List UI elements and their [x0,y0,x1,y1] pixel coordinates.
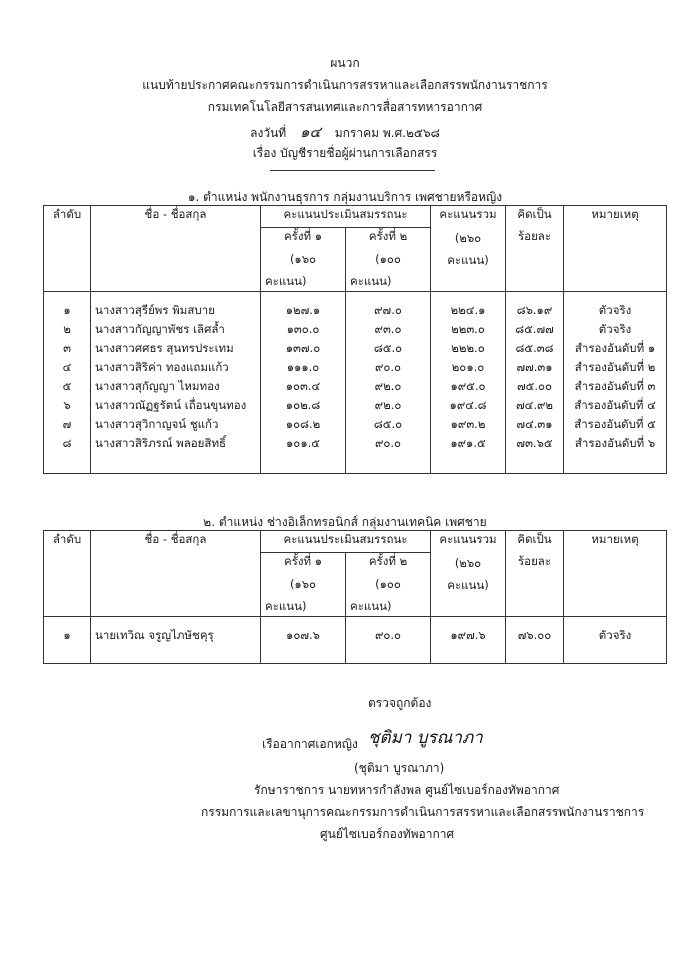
cell-total: ๒๒๓.๐ [431,321,506,340]
date-day: ๑๔ [300,123,321,141]
signer-name: (ชุติมา บูรณาภา) [354,761,445,775]
cell-remark: ตัวจริง [564,617,667,664]
cell-round1: ๑๐๓.๔ [261,378,346,397]
col-total-header [431,206,506,292]
header-annex: ผนวก [330,56,360,70]
cell-percent: ๘๖.๑๙ [506,292,564,321]
cell-name: นายเทวิณ จรูญไภษัชคุรุ [91,617,261,664]
cell-remark: ตัวจริง [564,292,667,321]
cell-round2: ๙๒.๐ [346,397,431,416]
round2-max: (๑๐๐ [375,577,401,591]
cell-remark: สำรองอันดับที่ ๑ [564,340,667,359]
table-row [44,617,667,664]
round1-label: ครั้งที่ ๑ [283,554,323,568]
cell-total: ๒๒๒.๐ [431,340,506,359]
cell-order: ๔ [44,359,91,378]
col-round2-header [346,553,431,617]
cell-round2: ๘๕.๐ [346,340,431,359]
round1-unit: คะแนน) [265,599,307,613]
col-eval-header: คะแนนประเมินสมรรถนะ [261,206,431,228]
cell-name: นางสาวกัญญาพัชร เลิศล้ำ [91,321,261,340]
col-name-header: ชื่อ - ชื่อสกุล [91,531,261,617]
percent-label-1: คิดเป็น [517,532,552,546]
total-label: คะแนนรวม [439,207,497,221]
cell-remark: สำรองอันดับที่ ๖ [564,435,667,474]
cell-name: นางสาวสุรีย์พร พิมสบาย [91,292,261,321]
col-name-header: ชื่อ - ชื่อสกุล [91,206,261,292]
signer-rank: เรืออากาศเอกหญิง [262,737,358,751]
percent-label-2: ร้อยละ [517,229,552,243]
cell-round1: ๑๐๘.๒ [261,416,346,435]
col-round1-header [261,228,346,292]
cell-order: ๒ [44,321,91,340]
round2-unit: คะแนน) [350,599,392,613]
header-attachment-line: แนบท้ายประกาศคณะกรรมการดำเนินการสรรหาและเลือกสรรพนักงานราชการ [142,78,548,92]
cell-percent: ๗๕.๐๐ [506,378,564,397]
total-unit: คะแนน) [447,578,489,592]
date-prefix: ลงวันที่ [250,126,287,140]
section1-table [43,205,667,474]
signer-position-2: กรรมการและเลขานุการคณะกรรมการดำเนินการสรรหาและเลือกสรรพนักงานราชการ [201,805,645,819]
cell-order: ๖ [44,397,91,416]
signer-position-1: รักษาราชการ นายทหารกำลังพล ศูนย์ไซเบอร์กองทัพอากาศ [254,783,560,797]
cell-round2: ๘๕.๐ [346,416,431,435]
cell-order: ๕ [44,378,91,397]
cell-percent: ๗๔.๓๑ [506,416,564,435]
cell-round1: ๑๐๗.๖ [261,617,346,664]
cell-order: ๗ [44,416,91,435]
round1-max: (๑๖๐ [289,577,317,591]
percent-label-1: คิดเป็น [517,207,552,221]
round1-unit: คะแนน) [265,274,307,288]
col-percent-header [506,206,564,292]
cell-percent: ๘๕.๗๗ [506,321,564,340]
header-subject: เรื่อง บัญชีรายชื่อผู้ผ่านการเลือกสรร [252,146,438,160]
cell-name: นางสาวณัฏฐรัตน์ เถื่อนขุนทอง [91,397,261,416]
cell-percent: ๗๗.๓๑ [506,359,564,378]
col-remark-header: หมายเหตุ [564,206,667,292]
table-row [44,292,667,321]
col-total-header [431,531,506,617]
table-row [44,359,667,378]
cell-total: ๒๒๔.๑ [431,292,506,321]
verified-label: ตรวจถูกต้อง [368,696,432,710]
col-order-header: ลำดับ [44,206,91,292]
section2-table [43,530,667,664]
cell-total: ๑๙๔.๘ [431,397,506,416]
round2-label: ครั้งที่ ๒ [368,554,408,568]
round2-unit: คะแนน) [350,274,392,288]
table-row [44,397,667,416]
header-department: กรมเทคโนโลยีสารสนเทศและการสื่อสารทหารอากาศ [207,100,483,114]
cell-remark: ตัวจริง [564,321,667,340]
date-rest: มกราคม พ.ศ.๒๕๖๘ [334,126,440,140]
table-row [44,416,667,435]
cell-round2: ๙๐.๐ [346,435,431,474]
cell-round1: ๑๒๗.๑ [261,292,346,321]
cell-round1: ๑๐๑.๕ [261,435,346,474]
cell-round1: ๑๓๐.๐ [261,321,346,340]
cell-remark: สำรองอันดับที่ ๔ [564,397,667,416]
cell-percent: ๗๖.๐๐ [506,617,564,664]
cell-name: นางสาวสิริภรณ์ พลอยสิทธิ์ [91,435,261,474]
cell-round2: ๙๐.๐ [346,359,431,378]
round1-max: (๑๖๐ [289,252,317,266]
total-unit: คะแนน) [447,253,489,267]
section1-rows [44,292,667,474]
cell-round1: ๑๐๒.๘ [261,397,346,416]
round1-label: ครั้งที่ ๑ [283,229,323,243]
signer-position-3: ศูนย์ไซเบอร์กองทัพอากาศ [320,827,455,841]
col-percent-header [506,531,564,617]
table-row [44,340,667,359]
header-separator [270,170,435,171]
round2-max: (๑๐๐ [375,252,401,266]
cell-percent: ๗๔.๙๒ [506,397,564,416]
col-round1-header [261,553,346,617]
cell-order: ๓ [44,340,91,359]
header-date [0,120,690,144]
cell-remark: สำรองอันดับที่ ๕ [564,416,667,435]
cell-round1: ๑๓๗.๐ [261,340,346,359]
total-max: (๒๖๐ [454,231,482,245]
round2-label: ครั้งที่ ๒ [368,229,408,243]
section2-rows [44,617,667,664]
col-order-header: ลำดับ [44,531,91,617]
cell-total: ๑๙๑.๕ [431,435,506,474]
cell-total: ๒๐๑.๐ [431,359,506,378]
cell-remark: สำรองอันดับที่ ๓ [564,378,667,397]
handwritten-signature: ชุติมา บูรณาภา [368,728,483,748]
col-remark-header: หมายเหตุ [564,531,667,617]
cell-round2: ๙๐.๐ [346,617,431,664]
table-row [44,378,667,397]
cell-order: ๘ [44,435,91,474]
cell-name: นางสาวศศธร สุนทรประเทม [91,340,261,359]
cell-name: นางสาวสุกัญญา ไหมทอง [91,378,261,397]
table-row [44,321,667,340]
cell-round2: ๙๗.๐ [346,292,431,321]
percent-label-2: ร้อยละ [517,554,552,568]
cell-order: ๑ [44,617,91,664]
cell-order: ๑ [44,292,91,321]
cell-round2: ๙๒.๐ [346,378,431,397]
cell-total: ๑๙๗.๖ [431,617,506,664]
col-eval-header: คะแนนประเมินสมรรถนะ [261,531,431,553]
cell-total: ๑๙๓.๒ [431,416,506,435]
cell-percent: ๘๕.๓๘ [506,340,564,359]
cell-name: นางสาวสุวิกาญจน์ ชูแก้ว [91,416,261,435]
cell-total: ๑๙๕.๐ [431,378,506,397]
col-round2-header [346,228,431,292]
section2-title: ๒. ตำแหน่ง ช่างอิเล็กทรอนิกส์ กลุ่มงานเทคนิค เพศชาย [203,515,487,529]
cell-round2: ๙๓.๐ [346,321,431,340]
cell-remark: สำรองอันดับที่ ๒ [564,359,667,378]
total-max: (๒๖๐ [454,556,482,570]
section1-title: ๑. ตำแหน่ง พนักงานธุรการ กลุ่มงานบริการ เพศชายหรือหญิง [187,190,503,204]
total-label: คะแนนรวม [439,532,497,546]
cell-percent: ๗๓.๖๕ [506,435,564,474]
table-row [44,435,667,474]
cell-name: นางสาวสิริค่า ทองแถมแก้ว [91,359,261,378]
cell-round1: ๑๑๑.๐ [261,359,346,378]
